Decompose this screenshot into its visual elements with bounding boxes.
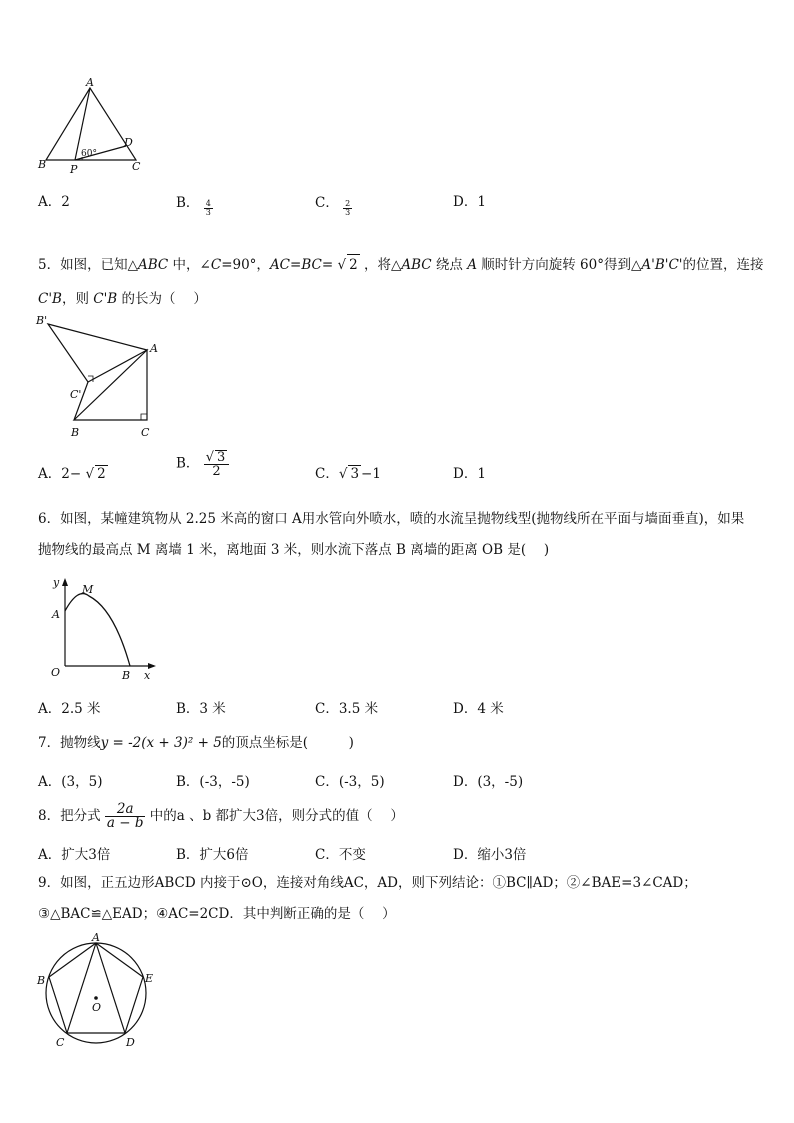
q9-label-c: C [56,1036,65,1049]
q5-stem-line1: 5．如图，已知△ABC 中，∠C=90°，AC=BC= √ 2 ，将△ABC 绕点 A 顺时针方向旋转 60°得到△A'B'C'的位置，连接 [38,254,768,275]
q5-rotation-figure [34,312,174,442]
q6-stem-line2: 抛物线的最高点 M 离墙 1 米，离地面 3 米，则水流下落点 B 离墙的距离 OB 是( ) [38,542,550,558]
q8-stem: 8．把分式 $\frac{2a}{a - b}$ 中的a 、b 都扩大3倍，则分式的值（ ） [38,800,404,831]
q4-label-c: C [132,160,141,173]
q5-label-b: B [71,426,80,439]
q6-label-x: x [144,669,151,682]
q7-option-b[interactable]: B．(-3，-5) [176,774,250,790]
q9-pentagon-figure [34,930,164,1052]
q9-stem-line2: ③△BAC≌△EAD；④AC=2CD．其中判断正确的是（ ） [38,906,396,922]
q6-stem-line1: 6．如图，某幢建筑物从 2.25 米高的窗口 A用水管向外喷水，喷的水流呈抛物线型(抛物线所在平面与墙面垂直)，如果 [38,511,745,527]
q9-label-o: O [92,1001,102,1014]
q6-option-c[interactable]: C．3.5 米 [315,701,379,717]
q8-option-d[interactable]: D．缩小3倍 [453,847,527,863]
q5-stem-line2: C'B，则 C'B 的长为（ ） [38,291,207,307]
q6-label-y: y [53,576,60,589]
q5-option-d[interactable]: D．1 [453,466,486,482]
q4-label-a: A [86,78,94,89]
q6-label-m: M [82,583,94,596]
q6-option-b[interactable]: B．3 米 [176,701,226,717]
q5-option-b[interactable]: B． $\frac{√ 3}{2}$ [176,450,229,478]
q9-stem-line1: 9．如图，正五边形ABCD 内接于⊙O，连接对角线AC，AD，则下列结论：①BC∥AD；②∠BAE=3∠CAD； [38,875,697,891]
q4-label-p: P [70,163,78,176]
q6-option-d[interactable]: D．4 米 [453,701,504,717]
q8-option-c[interactable]: C．不变 [315,847,366,863]
q7-formula: y = -2(x + 3)² + 5 [100,735,222,751]
q7-stem: 7．抛物线y = -2(x + 3)² + 5的顶点坐标是( ) [38,735,354,751]
q5-label-c-prime: C' [70,388,82,401]
q6-parabola-figure [44,574,164,684]
q9-label-d: D [126,1036,135,1049]
q6-label-a: A [52,608,60,621]
q9-label-a: A [92,931,100,944]
q4-triangle-figure [36,78,146,178]
q6-label-b: B [122,669,131,682]
q8-option-a[interactable]: A．扩大3倍 [38,847,111,863]
q5-option-a[interactable]: A．2− √ 2 [38,466,106,482]
q4-option-c[interactable]: C． $\frac{2}{3}$ [315,195,351,217]
q4-option-d[interactable]: D．1 [453,194,486,210]
q7-option-a[interactable]: A．(3，5) [38,774,103,790]
q6-option-a[interactable]: A．2.5 米 [38,701,101,717]
q5-label-c: C [141,426,150,439]
q4-angle-label: 60° [81,149,97,159]
q9-label-e: E [145,972,154,985]
q7-option-d[interactable]: D．(3，-5) [453,774,524,790]
q9-label-b: B [37,974,46,987]
q5-label-b-prime: B' [36,314,48,327]
q4-option-a[interactable]: A．2 [38,194,70,210]
q4-option-b[interactable]: B． $\frac{4}{3}$ [176,195,211,217]
q6-label-o: O [51,666,61,679]
q7-option-c[interactable]: C．(-3，5) [315,774,385,790]
q5-option-c[interactable]: C．√ 3 −1 [315,466,381,482]
q8-option-b[interactable]: B．扩大6倍 [176,847,249,863]
q5-label-a: A [150,342,158,355]
q4-label-b: B [38,158,47,171]
q4-label-d: D [124,136,133,149]
